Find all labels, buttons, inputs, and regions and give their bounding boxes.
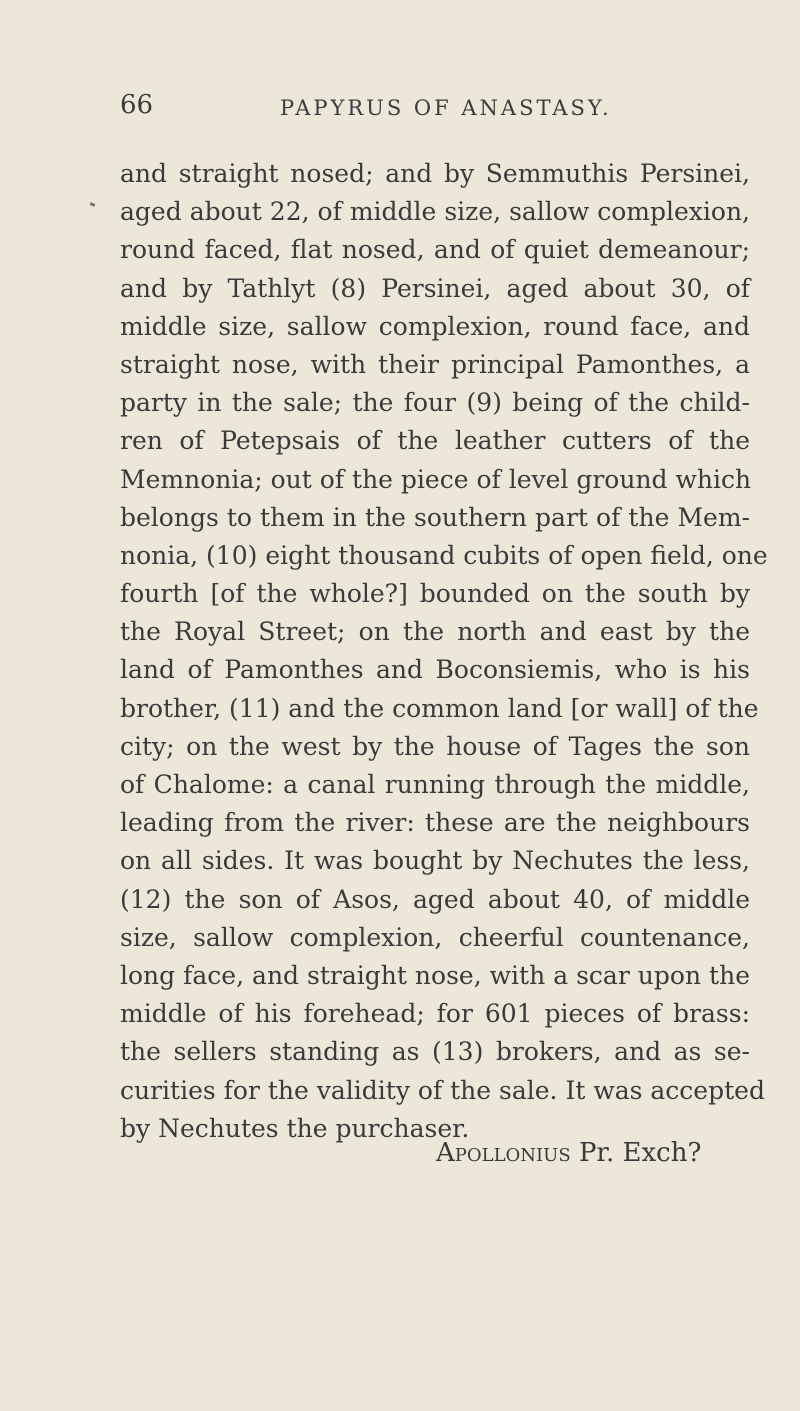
text-line: ren of Petepsais of the leather cutters of the bbox=[120, 426, 750, 456]
text-line: of Chalome: a canal running through the middle, bbox=[120, 770, 750, 799]
body-text bbox=[120, 155, 768, 1148]
text-line: round faced, flat nosed, and of quiet demeanour; bbox=[120, 235, 750, 265]
margin-mark bbox=[90, 202, 96, 207]
text-line: fourth [of the whole?] bounded on the south by bbox=[120, 579, 750, 609]
text-line: (12) the son of Asos, aged about 40, of middle bbox=[120, 884, 750, 914]
text-line: the Royal Street; on the north and east by the bbox=[120, 617, 750, 647]
page-number: 66 bbox=[120, 90, 154, 120]
text-line: Memnonia; out of the piece of level ground which bbox=[120, 464, 752, 494]
text-line: and by Tathlyt (8) Persinei, aged about 30, of bbox=[120, 273, 750, 303]
text-line: aged about 22, of middle size, sallow complexion, bbox=[120, 197, 750, 227]
text-line: nonia, (10) eight thousand cubits of open field, one bbox=[120, 540, 768, 570]
text-line: long face, and straight nose, with a scar upon the bbox=[120, 960, 750, 990]
text-line: and straight nosed; and by Semmuthis Persinei, bbox=[120, 159, 750, 188]
text-line: leading from the river: these are the neighbours bbox=[120, 808, 750, 838]
signature-note: Pr. Exch? bbox=[578, 1138, 702, 1168]
text-line: party in the sale; the four (9) being of the child- bbox=[120, 388, 750, 418]
text-line: middle size, sallow complexion, round face, and bbox=[120, 311, 750, 341]
signature bbox=[436, 1138, 701, 1168]
text-line: land of Pamonthes and Boconsiemis, who is his bbox=[120, 655, 750, 685]
text-line: the sellers standing as (13) brokers, and as se- bbox=[120, 1037, 750, 1067]
text-line: by Nechutes the purchaser. bbox=[120, 1113, 470, 1143]
text-line: belongs to them in the southern part of the Mem- bbox=[120, 502, 750, 532]
signature-name: Apollonius bbox=[436, 1138, 571, 1168]
text-line: middle of his forehead; for 601 pieces of brass: bbox=[120, 999, 750, 1029]
text-line: on all sides. It was bought by Nechutes the less, bbox=[120, 846, 750, 876]
text-line: brother, (11) and the common land [or wall] of the bbox=[120, 693, 759, 723]
running-head bbox=[120, 90, 740, 130]
text-line: size, sallow complexion, cheerful countenance, bbox=[120, 922, 750, 952]
text-line: city; on the west by the house of Tages the son bbox=[120, 731, 750, 761]
text-line: curities for the validity of the sale. It was accepted bbox=[120, 1075, 765, 1105]
running-title: PAPYRUS OF ANASTASY. bbox=[280, 96, 612, 120]
text-line: straight nose, with their principal Pamonthes, a bbox=[120, 349, 750, 379]
